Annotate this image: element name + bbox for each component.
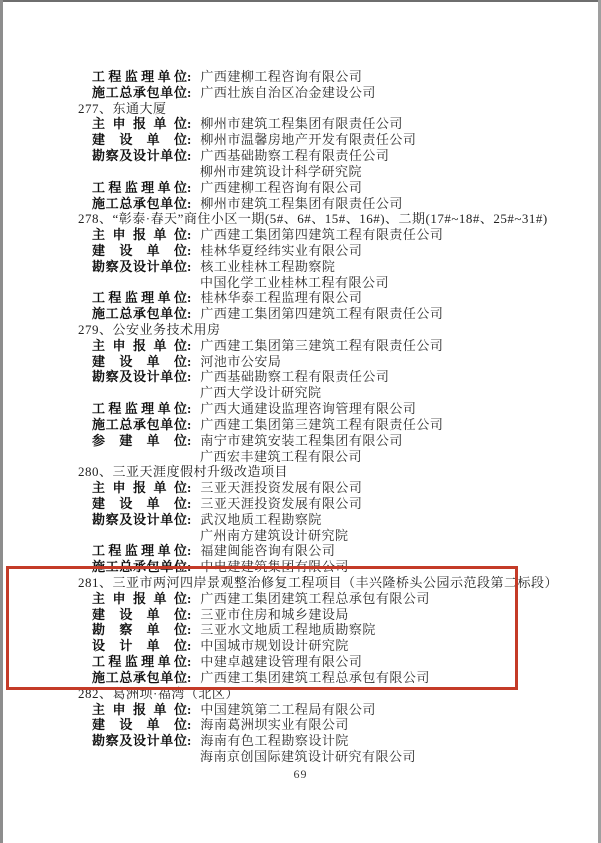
- field-line: [0, 227, 601, 243]
- label-colon: :: [187, 337, 192, 353]
- field-line: [0, 85, 601, 101]
- field-label: 勘 察 单 位: [92, 622, 187, 638]
- field-label: 主 申 报 单 位: [92, 701, 187, 717]
- field-line: [0, 654, 601, 670]
- label-colon: :: [187, 669, 192, 685]
- label-colon: :: [187, 258, 192, 274]
- label-colon: :: [187, 195, 192, 211]
- field-label: 施 工 总 承 包 单 位: [92, 559, 187, 575]
- field-label: 建 设 单 位: [92, 132, 187, 148]
- field-value: 广西建工集团第四建筑工程有限责任公司: [200, 227, 444, 243]
- field-line: [0, 433, 601, 449]
- field-line: [0, 354, 601, 370]
- field-label: 主 申 报 单 位: [92, 116, 187, 132]
- field-value: 海南有色工程勘察设计院: [200, 733, 349, 749]
- label-colon: :: [187, 495, 192, 511]
- field-line: [0, 116, 601, 132]
- field-label: 建 设 单 位: [92, 495, 187, 511]
- field-value: 三亚水文地质工程地质勘察院: [200, 622, 376, 638]
- project-heading: 281、三亚市两河四岸景观整治修复工程项目（丰兴隆桥头公园示范段第二标段）: [78, 575, 559, 590]
- field-value: 海南葛洲坝实业有限公司: [200, 717, 349, 733]
- label-colon: :: [187, 701, 192, 717]
- field-value: 桂林华夏经纬实业有限公司: [200, 242, 363, 258]
- field-value-continuation: 广州南方建筑设计研究院: [200, 527, 349, 543]
- field-label: 工 程 监 理 单 位: [92, 654, 187, 670]
- label-colon: :: [187, 606, 192, 622]
- field-label: 建 设 单 位: [92, 242, 187, 258]
- label-colon: :: [187, 717, 192, 733]
- field-line: [0, 717, 601, 733]
- label-colon: :: [187, 622, 192, 638]
- label-colon: :: [187, 590, 192, 606]
- field-label: 工 程 监 理 单 位: [92, 543, 187, 559]
- field-label: 建 设 单 位: [92, 717, 187, 733]
- label-colon: :: [187, 480, 192, 496]
- label-colon: :: [187, 116, 192, 132]
- label-colon: :: [187, 733, 192, 749]
- field-line: [0, 338, 601, 354]
- project-heading: 278、“彰泰·春天”商住小区一期(5#、6#、15#、16#)、二期(17#~18#、25#~31#): [78, 211, 548, 227]
- field-line: [0, 417, 601, 433]
- field-label: 施 工 总 承 包 单 位: [92, 84, 187, 100]
- field-value: 柳州市建筑工程集团有限责任公司: [200, 116, 403, 132]
- field-label: 施 工 总 承 包 单 位: [92, 195, 187, 211]
- field-value: 三亚天涯投资发展有限公司: [200, 495, 363, 511]
- field-label: 参 建 单 位: [92, 432, 187, 448]
- field-line: [0, 180, 601, 196]
- page-top-edge: [0, 0, 601, 2]
- field-value: 广西建柳工程咨询有限公司: [200, 179, 363, 195]
- field-value: 核工业桂林工程勘察院: [200, 258, 336, 274]
- field-value: 中国建筑第二工程局有限公司: [200, 701, 376, 717]
- label-colon: :: [187, 559, 192, 575]
- field-value: 柳州市温馨房地产开发有限责任公司: [200, 132, 417, 148]
- field-value: 桂林华泰工程监理有限公司: [200, 290, 363, 306]
- label-colon: :: [187, 638, 192, 654]
- field-label: 建 设 单 位: [92, 353, 187, 369]
- field-label: 建 设 单 位: [92, 606, 187, 622]
- field-label: 主 申 报 单 位: [92, 590, 187, 606]
- field-value: 中建卓越建设管理有限公司: [200, 654, 363, 670]
- field-value-continuation: 海南京创国际建筑设计研究有限公司: [200, 748, 417, 764]
- field-value: 河池市公安局: [200, 353, 282, 369]
- field-label: 工 程 监 理 单 位: [92, 179, 187, 195]
- field-label: 施 工 总 承 包 单 位: [92, 306, 187, 322]
- field-label: 主 申 报 单 位: [92, 227, 187, 243]
- field-line: [0, 512, 601, 528]
- label-colon: :: [187, 306, 192, 322]
- field-value: 广西建工集团第四建筑工程有限责任公司: [200, 306, 444, 322]
- project-heading: 277、东通大厦: [78, 100, 167, 116]
- label-colon: :: [187, 511, 192, 527]
- field-value-continuation: 广西大学设计研究院: [200, 385, 322, 401]
- field-value: 广西建工集团第三建筑工程有限责任公司: [200, 416, 444, 432]
- label-colon: :: [187, 69, 192, 84]
- document-body: [0, 69, 601, 765]
- field-line: [0, 670, 601, 686]
- field-label: 设 计 单 位: [92, 638, 187, 654]
- field-label: 施 工 总 承 包 单 位: [92, 669, 187, 685]
- field-line: [0, 401, 601, 417]
- field-value-continuation: 中国化学工业桂林工程有限公司: [200, 274, 390, 290]
- label-colon: :: [187, 654, 192, 670]
- field-label: 勘 察 及 设 计 单 位: [92, 511, 187, 527]
- label-colon: :: [187, 353, 192, 369]
- project-heading: 279、公安业务技术用房: [78, 322, 221, 337]
- label-colon: :: [187, 84, 192, 100]
- field-line: [0, 306, 601, 322]
- field-line: [0, 259, 601, 275]
- field-value: 武汉地质工程勘察院: [200, 511, 322, 527]
- field-label: 工 程 监 理 单 位: [92, 69, 187, 84]
- field-value: 广西壮族自治区冶金建设公司: [200, 84, 376, 100]
- field-line: [0, 196, 601, 212]
- field-value: 广西建工集团建筑工程总承包有限公司: [200, 669, 430, 685]
- field-value: 广西建柳工程咨询有限公司: [200, 69, 363, 84]
- label-colon: :: [187, 148, 192, 164]
- field-line: [0, 69, 601, 85]
- label-colon: :: [187, 290, 192, 306]
- field-line: [0, 148, 601, 164]
- field-value: 柳州市建筑工程集团有限责任公司: [200, 195, 403, 211]
- label-colon: :: [187, 369, 192, 385]
- field-line: [0, 638, 601, 654]
- field-line: [0, 369, 601, 385]
- field-value: 广西基础勘察工程有限责任公司: [200, 148, 390, 164]
- field-label: 勘 察 及 设 计 单 位: [92, 148, 187, 164]
- field-label: 主 申 报 单 位: [92, 337, 187, 353]
- field-label: 工 程 监 理 单 位: [92, 290, 187, 306]
- field-line: [0, 702, 601, 718]
- field-line: [0, 622, 601, 638]
- field-line: [0, 243, 601, 259]
- field-value-continuation: 柳州市建筑设计科学研究院: [200, 163, 363, 179]
- label-colon: :: [187, 401, 192, 417]
- field-line: [0, 591, 601, 607]
- project-heading: 282、葛洲坝·福湾（北区）: [78, 685, 239, 701]
- field-value: 三亚天涯投资发展有限公司: [200, 480, 363, 496]
- field-value: 南宁市建筑安装工程集团有限公司: [200, 432, 403, 448]
- field-label: 施 工 总 承 包 单 位: [92, 416, 187, 432]
- field-value: 广西建工集团第三建筑工程有限责任公司: [200, 337, 444, 353]
- field-line: [0, 733, 601, 749]
- field-value: 广西大通建设监理咨询管理有限公司: [200, 401, 417, 417]
- field-label: 勘 察 及 设 计 单 位: [92, 733, 187, 749]
- field-line: [0, 480, 601, 496]
- field-value: 广西建工集团建筑工程总承包有限公司: [200, 590, 430, 606]
- label-colon: :: [187, 432, 192, 448]
- field-value-continuation: 广西宏丰建筑工程有限公司: [200, 448, 363, 464]
- project-heading: 280、三亚天涯度假村升级改造项目: [78, 464, 289, 480]
- field-label: 工 程 监 理 单 位: [92, 401, 187, 417]
- field-line: [0, 132, 601, 148]
- label-colon: :: [187, 543, 192, 559]
- label-colon: :: [187, 416, 192, 432]
- field-line: [0, 607, 601, 623]
- label-colon: :: [187, 179, 192, 195]
- field-value: 广西基础勘察工程有限责任公司: [200, 369, 390, 385]
- page-number: 69: [293, 767, 308, 781]
- field-value: 三亚市住房和城乡建设局: [200, 606, 349, 622]
- label-colon: :: [187, 132, 192, 148]
- field-value: 中电建建筑集团有限公司: [200, 559, 349, 575]
- field-line: [0, 543, 601, 559]
- field-label: 主 申 报 单 位: [92, 480, 187, 496]
- field-label: 勘 察 及 设 计 单 位: [92, 369, 187, 385]
- field-line: [0, 559, 601, 575]
- field-label: 勘 察 及 设 计 单 位: [92, 258, 187, 274]
- field-line: [0, 290, 601, 306]
- field-value: 福建闽能咨询有限公司: [200, 543, 336, 559]
- label-colon: :: [187, 227, 192, 243]
- label-colon: :: [187, 242, 192, 258]
- field-line: [0, 496, 601, 512]
- field-value: 中国城市规划设计研究院: [200, 638, 349, 654]
